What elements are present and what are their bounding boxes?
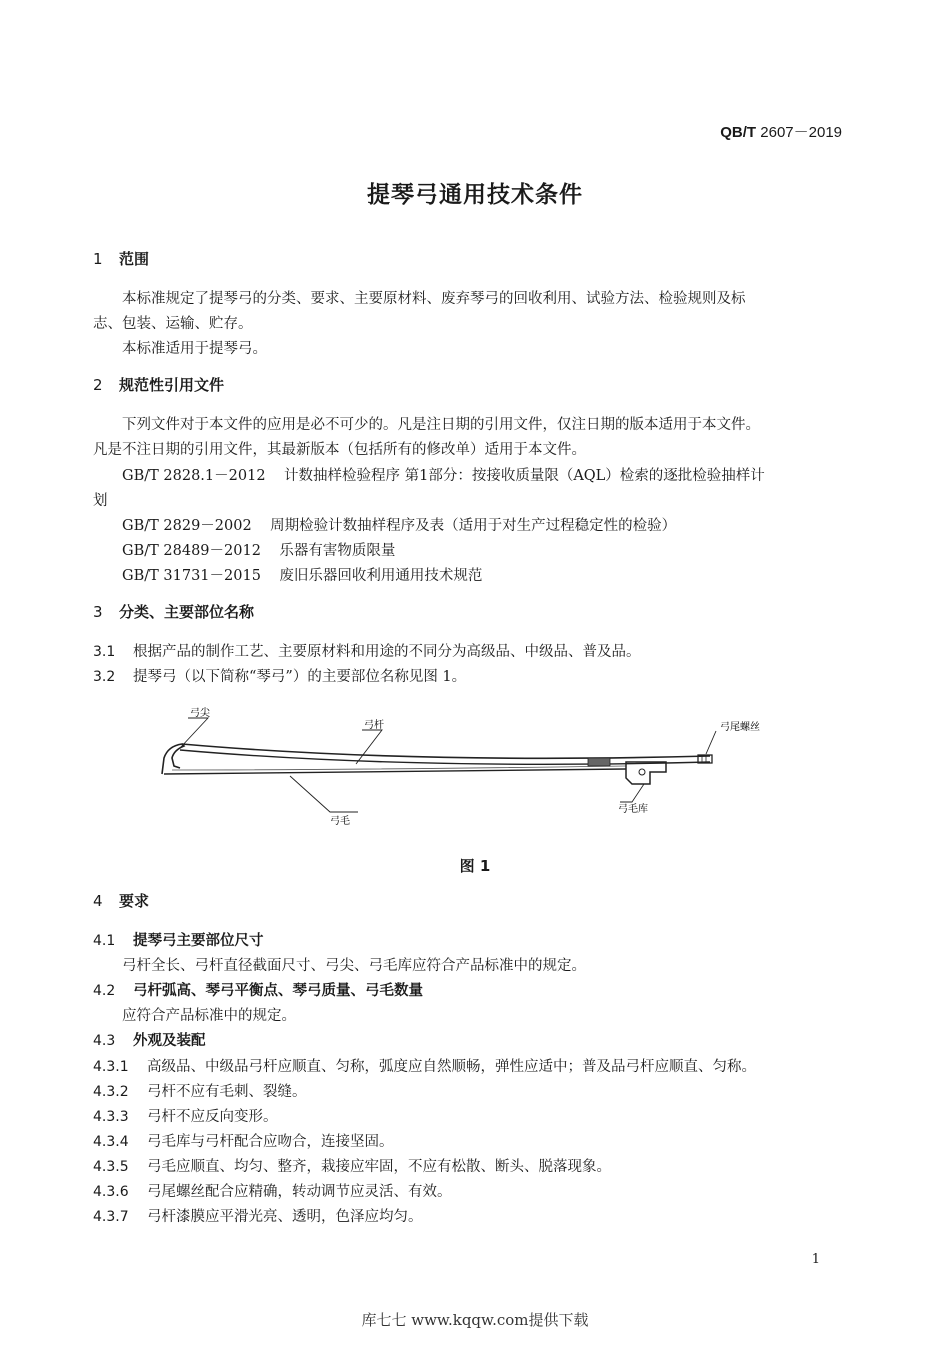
reference-item <box>122 514 676 535</box>
clause-4-3-3: 4.3.3 弓杆不应反向变形。 <box>93 1109 278 1125</box>
clause-4-1-heading: 4.1 提琴弓主要部位尺寸 <box>93 933 264 949</box>
clause-3-2: 3.2 提琴弓（以下简称“琴弓”）的主要部位名称见图 1。 <box>93 669 467 685</box>
reference-title: 废旧乐器回收利用通用技术规范 <box>279 568 483 584</box>
clause-4-3-7: 4.3.7 弓杆漆膜应平滑光亮、透明，色泽应均匀。 <box>93 1209 423 1225</box>
page-number: 1 <box>811 1252 820 1267</box>
label-bow-screw: 弓尾螺丝 <box>720 722 760 733</box>
clause-4-3-2: 4.3.2 弓杆不应有毛刺、裂缝。 <box>93 1084 307 1100</box>
section-4-heading: 4 要求 <box>93 892 150 910</box>
clause-4-2-heading: 4.2 弓杆弧高、琴弓平衡点、琴弓质量、弓毛数量 <box>93 983 423 999</box>
reference-title: 计数抽样检验程序 第1部分：按接收质量限（AQL）检索的逐批检验抽样计 <box>283 468 765 484</box>
section-1-heading: 1 范围 <box>93 250 150 268</box>
clause-4-3-6: 4.3.6 弓尾螺丝配合应精确，转动调节应灵活、有效。 <box>93 1184 452 1200</box>
section-2-para-line-1: 下列文件对于本文件的应用是必不可少的。凡是注日期的引用文件，仅注日期的版本适用于本文件。 <box>122 417 760 433</box>
label-bow-hair: 弓毛 <box>330 816 350 826</box>
section-1-para-2: 本标准适用于提琴弓。 <box>122 341 267 357</box>
reference-title: 周期检验计数抽样程序及表（适用于对生产过程稳定性的检验） <box>270 518 677 534</box>
section-2-para-line-2: 凡是不注日期的引用文件，其最新版本（包括所有的修改单）适用于本文件。 <box>93 442 586 458</box>
label-bow-stick: 弓杆 <box>364 720 384 731</box>
clause-4-3-1: 4.3.1 高级品、中级品弓杆应顺直、匀称，弧度应自然顺畅，弹性应适中；普及品弓杆应顺直、匀称。 <box>93 1059 756 1075</box>
bow-diagram <box>150 706 790 826</box>
reference-item <box>122 464 765 485</box>
figure-caption: 图 1 <box>459 857 491 875</box>
section-1-para-1-line-2: 志、包装、运输、贮存。 <box>93 316 253 332</box>
section-3-heading: 3 分类、主要部位名称 <box>93 603 255 621</box>
clause-4-3-5: 4.3.5 弓毛应顺直、均匀、整齐，栽接应牢固，不应有松散、断头、脱落现象。 <box>93 1159 611 1175</box>
document-title: 提琴弓通用技术条件 <box>367 182 583 208</box>
label-bow-tip: 弓尖 <box>190 708 210 719</box>
label-bow-frog: 弓毛库 <box>618 804 648 815</box>
standard-code: QB/T 2607－2019 <box>720 124 842 141</box>
clause-4-3-heading: 4.3 外观及装配 <box>93 1033 206 1049</box>
reference-title-continued: 划 <box>93 493 108 509</box>
download-footer: 库七七 www.kqqw.com提供下载 <box>361 1311 589 1329</box>
section-2-heading: 2 规范性引用文件 <box>93 376 225 394</box>
section-1-para-1-line-1: 本标准规定了提琴弓的分类、要求、主要原材料、废弃琴弓的回收利用、试验方法、检验规则及标 <box>122 291 746 307</box>
clause-4-3-4: 4.3.4 弓毛库与弓杆配合应吻合，连接坚固。 <box>93 1134 394 1150</box>
reference-title: 乐器有害物质限量 <box>279 543 396 559</box>
reference-code: GB/T 2828.1－2012 <box>122 468 266 484</box>
reference-code: GB/T 2829－2002 <box>122 518 252 534</box>
reference-code: GB/T 28489－2012 <box>122 543 261 559</box>
bow-frog-shape <box>626 762 666 784</box>
bow-grip <box>588 758 610 766</box>
clause-4-2-text: 应符合产品标准中的规定。 <box>122 1008 296 1024</box>
reference-code: GB/T 31731－2015 <box>122 568 261 584</box>
bow-tip-shape <box>162 744 184 774</box>
clause-4-1-text: 弓杆全长、弓杆直径截面尺寸、弓尖、弓毛库应符合产品标准中的规定。 <box>122 958 586 974</box>
reference-item <box>122 564 482 585</box>
clause-3-1: 3.1 根据产品的制作工艺、主要原材料和用途的不同分为高级品、中级品、普及品。 <box>93 644 641 660</box>
reference-item <box>122 539 395 560</box>
